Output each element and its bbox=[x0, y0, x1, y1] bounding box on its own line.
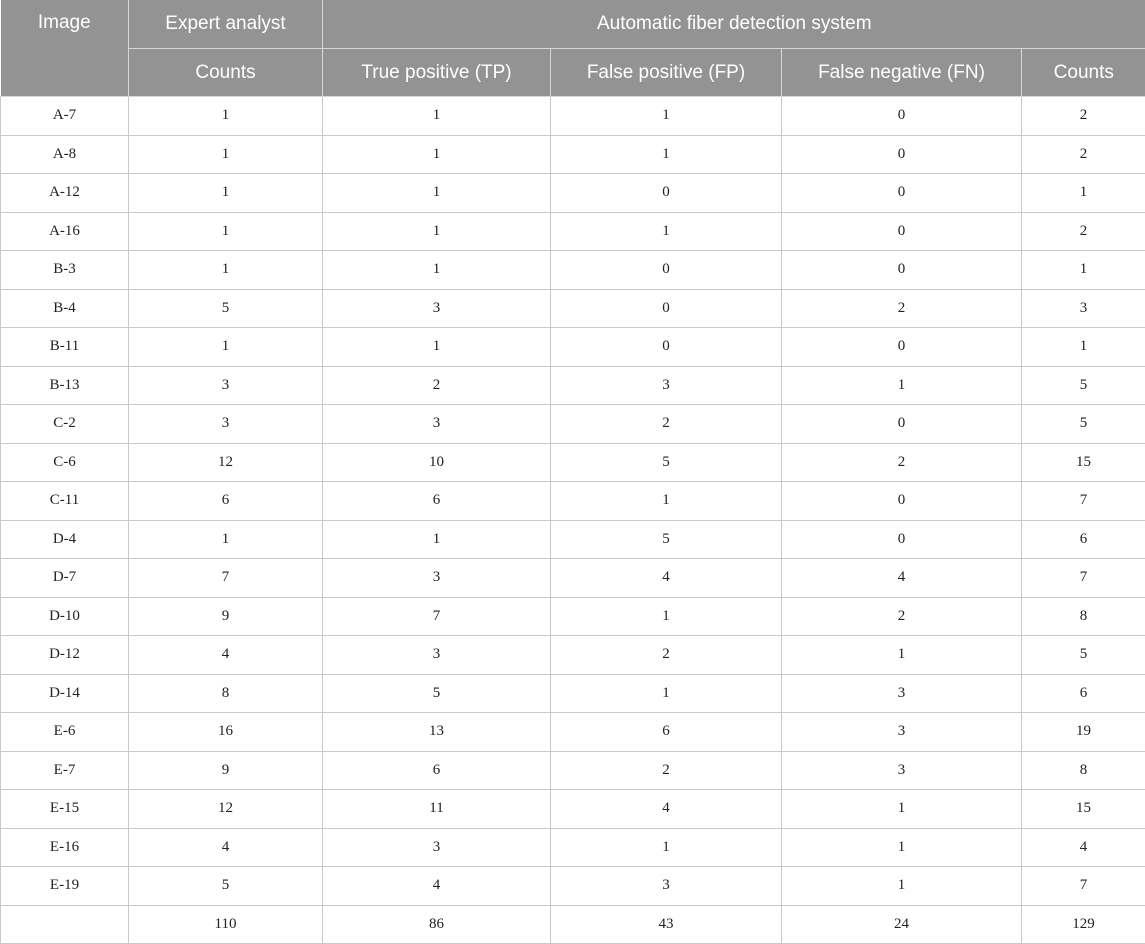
table-row bbox=[1, 135, 1145, 174]
table-row bbox=[1, 636, 1145, 675]
cell-system-counts: 7 bbox=[1022, 482, 1145, 521]
cell-expert-counts: 5 bbox=[129, 289, 323, 328]
table-row bbox=[1, 289, 1145, 328]
cell-expert-counts: 5 bbox=[129, 867, 323, 906]
cell-false-positive: 2 bbox=[551, 751, 782, 790]
cell-image: A-16 bbox=[1, 212, 129, 251]
table-row bbox=[1, 828, 1145, 867]
cell-system-counts: 1 bbox=[1022, 328, 1145, 367]
table-row bbox=[1, 212, 1145, 251]
cell-expert-counts: 8 bbox=[129, 674, 323, 713]
cell-false-positive: 4 bbox=[551, 790, 782, 829]
cell-false-negative: 0 bbox=[782, 251, 1022, 290]
table-body bbox=[1, 97, 1145, 944]
cell-false-positive: 0 bbox=[551, 251, 782, 290]
cell-image: D-14 bbox=[1, 674, 129, 713]
table-row bbox=[1, 790, 1145, 829]
header-automatic-system: Automatic fiber detection system bbox=[323, 0, 1145, 49]
cell-false-positive: 2 bbox=[551, 636, 782, 675]
cell-false-negative: 1 bbox=[782, 828, 1022, 867]
cell-false-positive: 1 bbox=[551, 482, 782, 521]
cell-image: B-4 bbox=[1, 289, 129, 328]
cell-true-positive: 6 bbox=[323, 482, 551, 521]
cell-false-positive: 1 bbox=[551, 212, 782, 251]
cell-false-negative: 0 bbox=[782, 520, 1022, 559]
table-row bbox=[1, 751, 1145, 790]
cell-true-positive: 5 bbox=[323, 674, 551, 713]
cell-expert-counts: 1 bbox=[129, 520, 323, 559]
cell-false-positive: 1 bbox=[551, 135, 782, 174]
table-row bbox=[1, 597, 1145, 636]
cell-false-positive: 1 bbox=[551, 674, 782, 713]
cell-system-counts: 15 bbox=[1022, 443, 1145, 482]
table-row bbox=[1, 366, 1145, 405]
cell-true-positive: 2 bbox=[323, 366, 551, 405]
cell-true-positive: 1 bbox=[323, 251, 551, 290]
total-cell-expert-counts: 110 bbox=[129, 905, 323, 944]
total-cell-false-positive: 43 bbox=[551, 905, 782, 944]
cell-true-positive: 13 bbox=[323, 713, 551, 752]
cell-image: D-7 bbox=[1, 559, 129, 598]
cell-false-positive: 2 bbox=[551, 405, 782, 444]
cell-system-counts: 1 bbox=[1022, 251, 1145, 290]
cell-true-positive: 1 bbox=[323, 520, 551, 559]
cell-expert-counts: 1 bbox=[129, 251, 323, 290]
cell-image: D-12 bbox=[1, 636, 129, 675]
cell-system-counts: 7 bbox=[1022, 867, 1145, 906]
cell-false-negative: 0 bbox=[782, 482, 1022, 521]
cell-false-negative: 2 bbox=[782, 597, 1022, 636]
cell-false-positive: 5 bbox=[551, 520, 782, 559]
header-row-top bbox=[1, 0, 1145, 49]
cell-false-positive: 5 bbox=[551, 443, 782, 482]
header-expert-counts: Counts bbox=[129, 49, 323, 97]
total-cell-true-positive: 86 bbox=[323, 905, 551, 944]
header-true-positive: True positive (TP) bbox=[323, 49, 551, 97]
cell-image: B-13 bbox=[1, 366, 129, 405]
table-row bbox=[1, 97, 1145, 136]
cell-expert-counts: 3 bbox=[129, 405, 323, 444]
header-false-positive: False positive (FP) bbox=[551, 49, 782, 97]
cell-false-negative: 1 bbox=[782, 636, 1022, 675]
cell-true-positive: 1 bbox=[323, 97, 551, 136]
cell-false-positive: 1 bbox=[551, 597, 782, 636]
cell-system-counts: 8 bbox=[1022, 597, 1145, 636]
cell-image: E-15 bbox=[1, 790, 129, 829]
table-row bbox=[1, 520, 1145, 559]
cell-false-negative: 0 bbox=[782, 405, 1022, 444]
cell-false-positive: 3 bbox=[551, 366, 782, 405]
cell-system-counts: 4 bbox=[1022, 828, 1145, 867]
cell-expert-counts: 4 bbox=[129, 636, 323, 675]
cell-false-negative: 1 bbox=[782, 790, 1022, 829]
cell-false-negative: 0 bbox=[782, 174, 1022, 213]
cell-false-positive: 1 bbox=[551, 97, 782, 136]
cell-true-positive: 3 bbox=[323, 405, 551, 444]
total-cell-false-negative: 24 bbox=[782, 905, 1022, 944]
cell-expert-counts: 16 bbox=[129, 713, 323, 752]
header-image: Image bbox=[1, 0, 129, 97]
table-row bbox=[1, 174, 1145, 213]
cell-system-counts: 2 bbox=[1022, 97, 1145, 136]
table-row bbox=[1, 559, 1145, 598]
table-row bbox=[1, 328, 1145, 367]
cell-expert-counts: 1 bbox=[129, 135, 323, 174]
cell-false-positive: 4 bbox=[551, 559, 782, 598]
cell-expert-counts: 9 bbox=[129, 751, 323, 790]
table-row bbox=[1, 674, 1145, 713]
cell-image: B-3 bbox=[1, 251, 129, 290]
cell-system-counts: 6 bbox=[1022, 674, 1145, 713]
cell-image: E-19 bbox=[1, 867, 129, 906]
cell-expert-counts: 3 bbox=[129, 366, 323, 405]
table-row bbox=[1, 443, 1145, 482]
cell-expert-counts: 1 bbox=[129, 328, 323, 367]
cell-expert-counts: 1 bbox=[129, 174, 323, 213]
header-row-sub bbox=[1, 49, 1145, 97]
cell-true-positive: 10 bbox=[323, 443, 551, 482]
cell-expert-counts: 12 bbox=[129, 790, 323, 829]
cell-system-counts: 3 bbox=[1022, 289, 1145, 328]
cell-true-positive: 3 bbox=[323, 289, 551, 328]
cell-expert-counts: 1 bbox=[129, 97, 323, 136]
total-cell-image bbox=[1, 905, 129, 944]
cell-true-positive: 1 bbox=[323, 328, 551, 367]
cell-false-positive: 0 bbox=[551, 328, 782, 367]
cell-false-negative: 0 bbox=[782, 328, 1022, 367]
cell-image: B-11 bbox=[1, 328, 129, 367]
cell-true-positive: 1 bbox=[323, 174, 551, 213]
cell-false-negative: 1 bbox=[782, 867, 1022, 906]
cell-false-negative: 0 bbox=[782, 135, 1022, 174]
cell-image: C-6 bbox=[1, 443, 129, 482]
cell-true-positive: 3 bbox=[323, 559, 551, 598]
cell-true-positive: 1 bbox=[323, 135, 551, 174]
header-system-counts: Counts bbox=[1022, 49, 1145, 97]
cell-image: E-7 bbox=[1, 751, 129, 790]
table-row bbox=[1, 405, 1145, 444]
cell-true-positive: 11 bbox=[323, 790, 551, 829]
cell-system-counts: 1 bbox=[1022, 174, 1145, 213]
cell-false-positive: 0 bbox=[551, 289, 782, 328]
cell-false-negative: 3 bbox=[782, 751, 1022, 790]
table-row bbox=[1, 482, 1145, 521]
total-cell-system-counts: 129 bbox=[1022, 905, 1145, 944]
cell-image: A-12 bbox=[1, 174, 129, 213]
cell-system-counts: 2 bbox=[1022, 135, 1145, 174]
cell-true-positive: 7 bbox=[323, 597, 551, 636]
table-row bbox=[1, 867, 1145, 906]
cell-expert-counts: 12 bbox=[129, 443, 323, 482]
cell-false-negative: 4 bbox=[782, 559, 1022, 598]
cell-image: D-10 bbox=[1, 597, 129, 636]
cell-false-positive: 6 bbox=[551, 713, 782, 752]
cell-true-positive: 1 bbox=[323, 212, 551, 251]
cell-expert-counts: 4 bbox=[129, 828, 323, 867]
cell-false-positive: 3 bbox=[551, 867, 782, 906]
cell-true-positive: 6 bbox=[323, 751, 551, 790]
cell-image: C-11 bbox=[1, 482, 129, 521]
cell-system-counts: 5 bbox=[1022, 366, 1145, 405]
table-row bbox=[1, 713, 1145, 752]
cell-false-negative: 3 bbox=[782, 674, 1022, 713]
cell-system-counts: 2 bbox=[1022, 212, 1145, 251]
cell-false-negative: 0 bbox=[782, 97, 1022, 136]
cell-expert-counts: 7 bbox=[129, 559, 323, 598]
header-false-negative: False negative (FN) bbox=[782, 49, 1022, 97]
cell-system-counts: 19 bbox=[1022, 713, 1145, 752]
cell-expert-counts: 6 bbox=[129, 482, 323, 521]
cell-false-negative: 3 bbox=[782, 713, 1022, 752]
cell-true-positive: 4 bbox=[323, 867, 551, 906]
cell-true-positive: 3 bbox=[323, 828, 551, 867]
cell-image: E-16 bbox=[1, 828, 129, 867]
cell-false-negative: 2 bbox=[782, 289, 1022, 328]
cell-system-counts: 7 bbox=[1022, 559, 1145, 598]
table-row bbox=[1, 251, 1145, 290]
header-expert-analyst: Expert analyst bbox=[129, 0, 323, 49]
cell-image: C-2 bbox=[1, 405, 129, 444]
totals-row bbox=[1, 905, 1145, 944]
cell-system-counts: 6 bbox=[1022, 520, 1145, 559]
cell-system-counts: 5 bbox=[1022, 405, 1145, 444]
table-header bbox=[1, 0, 1145, 97]
cell-image: D-4 bbox=[1, 520, 129, 559]
cell-image: A-8 bbox=[1, 135, 129, 174]
cell-system-counts: 8 bbox=[1022, 751, 1145, 790]
cell-false-negative: 2 bbox=[782, 443, 1022, 482]
cell-true-positive: 3 bbox=[323, 636, 551, 675]
cell-false-positive: 0 bbox=[551, 174, 782, 213]
cell-expert-counts: 9 bbox=[129, 597, 323, 636]
cell-system-counts: 5 bbox=[1022, 636, 1145, 675]
cell-expert-counts: 1 bbox=[129, 212, 323, 251]
cell-false-negative: 0 bbox=[782, 212, 1022, 251]
cell-image: E-6 bbox=[1, 713, 129, 752]
cell-false-positive: 1 bbox=[551, 828, 782, 867]
cell-image: A-7 bbox=[1, 97, 129, 136]
cell-system-counts: 15 bbox=[1022, 790, 1145, 829]
cell-false-negative: 1 bbox=[782, 366, 1022, 405]
